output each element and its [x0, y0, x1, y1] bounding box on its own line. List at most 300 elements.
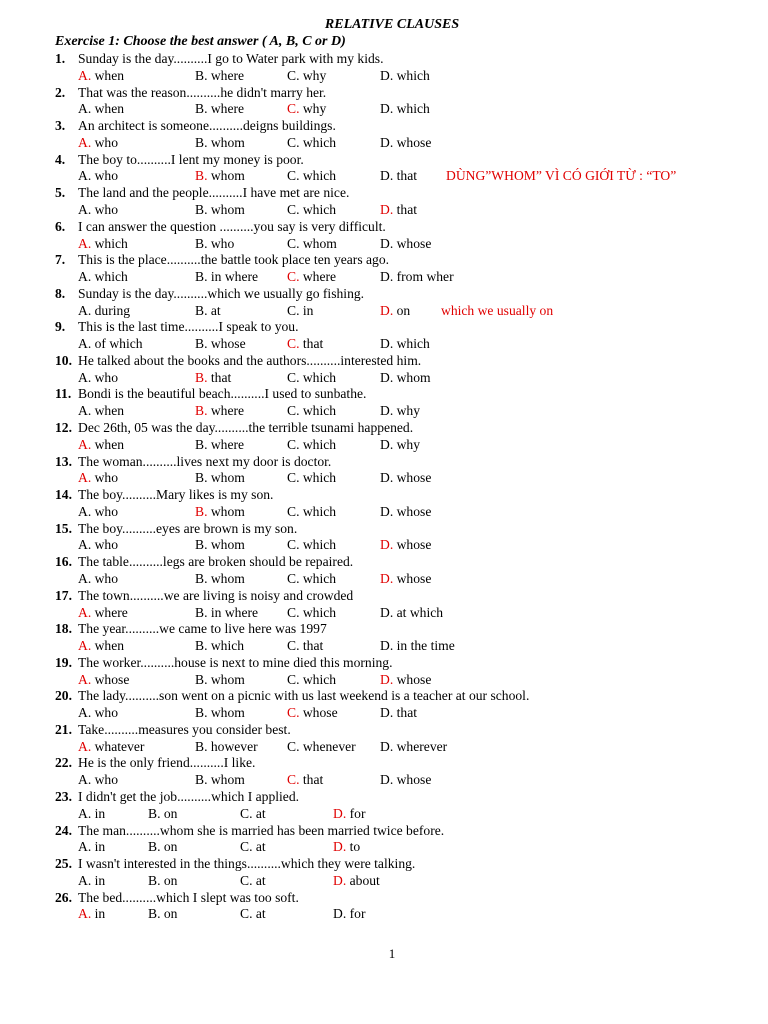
- answer-option-b[interactable]: [195, 67, 244, 84]
- answer-option-d[interactable]: [380, 570, 431, 587]
- option-letter: D.: [380, 470, 394, 486]
- question-text: This is the place..........the battle took place ten years ago.: [78, 252, 390, 268]
- option-text: who: [91, 503, 119, 519]
- question-number: 26.: [55, 889, 72, 905]
- option-text: which: [207, 638, 245, 654]
- answer-option-d[interactable]: [380, 302, 410, 319]
- option-letter: A.: [78, 336, 92, 352]
- answer-option-d[interactable]: [380, 704, 417, 721]
- option-letter: D.: [380, 336, 394, 352]
- option-text: why: [299, 67, 327, 83]
- option-text: on: [160, 805, 178, 821]
- option-letter: B.: [195, 201, 208, 217]
- answer-option-a[interactable]: [78, 805, 105, 822]
- answer-option-a[interactable]: [78, 671, 129, 688]
- question-text: Sunday is the day..........which we usually go fishing.: [78, 285, 365, 301]
- question-item: [0, 352, 768, 386]
- answer-option-b[interactable]: [148, 872, 177, 889]
- answer-option-b[interactable]: [195, 604, 258, 621]
- answer-option-c[interactable]: [287, 67, 326, 84]
- answer-option-a[interactable]: [78, 201, 118, 218]
- question-item: [0, 587, 768, 621]
- option-letter: B.: [195, 134, 208, 150]
- answer-option-b[interactable]: [195, 503, 245, 520]
- answer-option-a[interactable]: [78, 335, 143, 352]
- option-text: where: [207, 67, 245, 83]
- teacher-note: DÙNG”WHOM” VÌ CÓ GIỚI TỪ : “TO”: [446, 168, 677, 184]
- answer-option-a[interactable]: [78, 167, 118, 184]
- option-text: which: [299, 134, 337, 150]
- answer-option-d[interactable]: [380, 436, 420, 453]
- answer-option-c[interactable]: [287, 335, 323, 352]
- answer-option-d[interactable]: [380, 369, 431, 386]
- option-letter: A.: [78, 436, 92, 452]
- option-text: which: [299, 571, 337, 586]
- question-number: 10.: [55, 352, 72, 368]
- option-letter: B.: [195, 336, 208, 352]
- question-text: Sunday is the day..........I go to Water park with my kids.: [78, 51, 384, 66]
- question-text: This is the last time..........I speak to you.: [78, 319, 299, 335]
- option-letter: C.: [287, 604, 300, 620]
- answer-option-a[interactable]: [78, 436, 124, 453]
- question-item: [0, 889, 768, 923]
- question-text: He talked about the books and the authors..........interested him.: [78, 352, 422, 368]
- answer-option-b[interactable]: [148, 905, 177, 922]
- question-item: [0, 84, 768, 118]
- option-text: that: [299, 336, 324, 352]
- option-letter: D.: [380, 503, 394, 519]
- answer-option-a[interactable]: [78, 235, 128, 252]
- answer-option-b[interactable]: [195, 436, 244, 453]
- option-letter: C.: [287, 134, 300, 150]
- question-number: 12.: [55, 420, 72, 436]
- question-item: [0, 218, 768, 252]
- option-letter: C.: [287, 705, 300, 721]
- answer-option-d[interactable]: [380, 503, 431, 520]
- answer-option-b[interactable]: [195, 704, 245, 721]
- answer-option-a[interactable]: [78, 536, 118, 553]
- option-text: at: [252, 839, 266, 855]
- option-text: at: [252, 805, 266, 821]
- answer-option-c[interactable]: [287, 201, 336, 218]
- option-text: whose: [393, 235, 432, 251]
- answer-option-a[interactable]: [78, 134, 118, 151]
- answer-option-c[interactable]: [287, 436, 336, 453]
- option-text: which: [299, 503, 337, 519]
- option-text: on: [160, 906, 178, 922]
- answer-option-d[interactable]: [380, 235, 431, 252]
- answer-option-b[interactable]: [195, 536, 245, 553]
- answer-option-c[interactable]: [287, 570, 336, 587]
- answer-option-b[interactable]: [195, 369, 231, 386]
- option-letter: C.: [287, 101, 300, 117]
- option-text: in where: [207, 604, 259, 620]
- option-letter: A.: [78, 67, 92, 83]
- option-text: that: [299, 772, 324, 788]
- option-text: that: [393, 168, 418, 184]
- answer-option-b[interactable]: [195, 335, 246, 352]
- answer-option-b[interactable]: [195, 771, 245, 788]
- answer-option-d[interactable]: [380, 671, 431, 688]
- question-item: [0, 385, 768, 419]
- answer-option-c[interactable]: [287, 100, 326, 117]
- question-list: [0, 50, 768, 922]
- option-text: that: [393, 201, 418, 217]
- question-item: [0, 318, 768, 352]
- answer-option-d[interactable]: [380, 100, 430, 117]
- option-letter: B.: [195, 772, 208, 788]
- question-number: 4.: [55, 151, 66, 167]
- option-text: whom: [207, 671, 245, 687]
- question-text: Bondi is the beautiful beach..........I used to sunbathe.: [78, 386, 367, 402]
- option-text: where: [91, 604, 128, 620]
- option-text: where: [299, 269, 337, 285]
- option-letter: B.: [148, 872, 161, 888]
- question-text: The man..........whom she is married has been married twice before.: [78, 822, 445, 838]
- option-letter: A.: [78, 772, 92, 788]
- option-letter: D.: [333, 805, 347, 821]
- answer-option-b[interactable]: [148, 838, 177, 855]
- option-text: for: [346, 805, 366, 821]
- exercise-title: Exercise 1: Choose the best answer ( A, B, C or D): [55, 34, 346, 49]
- question-item: [0, 754, 768, 788]
- answer-option-a[interactable]: [78, 738, 144, 755]
- answer-option-d[interactable]: [380, 771, 431, 788]
- option-text: when: [91, 638, 125, 654]
- question-number: 22.: [55, 755, 72, 771]
- answer-option-b[interactable]: [195, 201, 245, 218]
- option-letter: C.: [287, 503, 300, 519]
- answer-option-c[interactable]: [287, 134, 336, 151]
- option-text: which: [299, 369, 337, 385]
- answer-option-a[interactable]: [78, 100, 124, 117]
- option-text: when: [91, 101, 125, 117]
- option-text: which: [299, 470, 337, 486]
- option-letter: A.: [78, 705, 92, 721]
- answer-option-a[interactable]: [78, 637, 124, 654]
- option-letter: D.: [380, 671, 394, 687]
- answer-option-c[interactable]: [287, 604, 336, 621]
- option-letter: A.: [78, 738, 92, 754]
- answer-option-a[interactable]: [78, 369, 118, 386]
- option-text: whom: [299, 235, 337, 251]
- answer-option-d[interactable]: [380, 67, 430, 84]
- option-letter: B.: [148, 805, 161, 821]
- answer-option-b[interactable]: [195, 570, 245, 587]
- question-item: [0, 520, 768, 554]
- question-text: An architect is someone..........deigns buildings.: [78, 118, 336, 134]
- option-text: when: [91, 403, 125, 419]
- answer-option-d[interactable]: [380, 738, 447, 755]
- option-text: who: [207, 235, 235, 251]
- option-text: who: [91, 772, 119, 788]
- option-letter: D.: [380, 638, 394, 654]
- option-text: why: [299, 101, 327, 117]
- answer-option-c[interactable]: [240, 838, 266, 855]
- option-letter: A.: [78, 269, 92, 285]
- option-letter: D.: [380, 772, 394, 788]
- option-text: at: [207, 302, 221, 318]
- question-item: [0, 822, 768, 856]
- question-number: 2.: [55, 84, 66, 100]
- option-letter: A.: [78, 403, 92, 419]
- option-letter: D.: [380, 302, 394, 318]
- question-item: [0, 184, 768, 218]
- option-text: where: [207, 436, 245, 452]
- option-text: in: [91, 906, 106, 922]
- question-number: 25.: [55, 856, 72, 872]
- option-letter: B.: [195, 269, 208, 285]
- answer-option-b[interactable]: [195, 469, 245, 486]
- answer-option-a[interactable]: [78, 905, 105, 922]
- answer-option-a[interactable]: [78, 570, 118, 587]
- answer-option-b[interactable]: [195, 637, 244, 654]
- question-item: [0, 151, 768, 185]
- option-text: whom: [207, 134, 245, 150]
- option-letter: B.: [195, 705, 208, 721]
- option-text: who: [91, 201, 119, 217]
- answer-option-b[interactable]: [195, 167, 245, 184]
- option-letter: C.: [287, 638, 300, 654]
- option-text: whose: [393, 134, 432, 150]
- option-letter: B.: [195, 537, 208, 553]
- answer-option-c[interactable]: [287, 402, 336, 419]
- answer-option-c[interactable]: [287, 637, 323, 654]
- option-letter: C.: [287, 537, 300, 553]
- question-text: The boy..........eyes are brown is my son.: [78, 520, 298, 536]
- answer-option-d[interactable]: [333, 872, 380, 889]
- answer-option-c[interactable]: [287, 671, 336, 688]
- answer-option-a[interactable]: [78, 469, 118, 486]
- option-text: which: [299, 201, 337, 217]
- option-letter: D.: [380, 604, 394, 620]
- option-letter: C.: [240, 906, 253, 922]
- answer-option-b[interactable]: [195, 134, 245, 151]
- option-letter: B.: [195, 67, 208, 83]
- answer-option-a[interactable]: [78, 503, 118, 520]
- option-letter: C.: [287, 235, 300, 251]
- question-item: [0, 251, 768, 285]
- answer-option-d[interactable]: [380, 335, 430, 352]
- option-letter: A.: [78, 201, 92, 217]
- option-letter: A.: [78, 369, 92, 385]
- answer-option-c[interactable]: [287, 235, 337, 252]
- option-letter: D.: [380, 67, 394, 83]
- answer-option-b[interactable]: [195, 302, 221, 319]
- option-text: whom: [207, 705, 245, 721]
- answer-option-a[interactable]: [78, 302, 130, 319]
- question-text: That was the reason..........he didn't marry her.: [78, 84, 327, 100]
- question-text: The worker..........house is next to mine died this morning.: [78, 654, 393, 670]
- option-letter: C.: [287, 201, 300, 217]
- option-text: at: [252, 906, 266, 922]
- answer-option-c[interactable]: [240, 805, 266, 822]
- page-number: 1: [388, 946, 396, 961]
- answer-option-b[interactable]: [195, 100, 244, 117]
- answer-option-b[interactable]: [195, 671, 245, 688]
- option-text: when: [91, 436, 125, 452]
- option-text: why: [393, 403, 421, 419]
- option-letter: C.: [287, 738, 300, 754]
- answer-option-b[interactable]: [195, 402, 244, 419]
- answer-option-a[interactable]: [78, 704, 118, 721]
- option-text: whom: [207, 537, 245, 553]
- option-letter: C.: [287, 470, 300, 486]
- question-text: I didn't get the job..........which I applied.: [78, 789, 300, 805]
- option-text: which: [393, 336, 430, 352]
- option-text: that: [299, 638, 324, 654]
- option-text: in the time: [393, 638, 455, 654]
- option-letter: C.: [287, 302, 300, 318]
- option-text: whose: [393, 470, 432, 486]
- option-text: who: [91, 470, 119, 486]
- answer-option-d[interactable]: [380, 134, 431, 151]
- answer-option-d[interactable]: [380, 604, 443, 621]
- question-text: He is the only friend..........I like.: [78, 755, 256, 771]
- option-letter: C.: [287, 436, 300, 452]
- answer-option-d[interactable]: [380, 402, 420, 419]
- option-letter: B.: [195, 638, 208, 654]
- answer-option-a[interactable]: [78, 67, 124, 84]
- answer-option-b[interactable]: [148, 805, 177, 822]
- option-text: on: [160, 839, 178, 855]
- question-text: The year..........we came to live here was 1997: [78, 621, 327, 637]
- answer-option-b[interactable]: [195, 268, 258, 285]
- option-letter: D.: [380, 436, 394, 452]
- answer-option-c[interactable]: [287, 167, 336, 184]
- answer-option-a[interactable]: [78, 402, 124, 419]
- option-letter: B.: [195, 403, 208, 419]
- option-letter: B.: [195, 571, 208, 586]
- option-text: who: [91, 705, 119, 721]
- option-text: in where: [207, 269, 259, 285]
- option-letter: A.: [78, 839, 92, 855]
- question-item: [0, 721, 768, 755]
- option-letter: C.: [287, 369, 300, 385]
- question-number: 18.: [55, 621, 72, 637]
- option-letter: C.: [240, 839, 253, 855]
- option-letter: A.: [78, 872, 92, 888]
- option-letter: A.: [78, 671, 92, 687]
- answer-option-c[interactable]: [287, 302, 313, 319]
- option-letter: A.: [78, 168, 92, 184]
- option-letter: D.: [380, 738, 394, 754]
- answer-option-a[interactable]: [78, 268, 128, 285]
- option-letter: B.: [195, 738, 208, 754]
- answer-option-a[interactable]: [78, 838, 105, 855]
- question-text: The land and the people..........I have met are nice.: [78, 185, 350, 201]
- option-letter: B.: [148, 906, 161, 922]
- option-text: which: [299, 604, 337, 620]
- answer-option-c[interactable]: [287, 738, 356, 755]
- answer-option-d[interactable]: [333, 905, 365, 922]
- question-item: [0, 687, 768, 721]
- option-letter: C.: [287, 571, 300, 586]
- question-text: The bed..........which I slept was too soft.: [78, 889, 299, 905]
- answer-option-d[interactable]: [380, 201, 417, 218]
- option-text: at which: [393, 604, 444, 620]
- option-letter: C.: [287, 67, 300, 83]
- answer-option-d[interactable]: [380, 469, 431, 486]
- question-item: [0, 855, 768, 889]
- option-letter: D.: [380, 369, 394, 385]
- answer-option-d[interactable]: [333, 838, 360, 855]
- answer-option-d[interactable]: [380, 167, 417, 184]
- option-letter: B.: [195, 671, 208, 687]
- question-text: The table..........legs are broken should be repaired.: [78, 554, 354, 570]
- option-text: in: [299, 302, 314, 318]
- option-text: whenever: [299, 738, 356, 754]
- option-letter: D.: [333, 906, 347, 922]
- option-text: which: [299, 671, 337, 687]
- answer-option-c[interactable]: [287, 268, 336, 285]
- option-letter: B.: [195, 604, 208, 620]
- answer-option-a[interactable]: [78, 604, 128, 621]
- option-text: however: [207, 738, 258, 754]
- answer-option-b[interactable]: [195, 235, 234, 252]
- answer-option-c[interactable]: [287, 536, 336, 553]
- option-letter: B.: [195, 101, 208, 117]
- question-number: 15.: [55, 520, 72, 536]
- option-text: whom: [207, 168, 245, 184]
- question-number: 23.: [55, 789, 72, 805]
- answer-option-d[interactable]: [380, 268, 454, 285]
- answer-option-c[interactable]: [287, 503, 336, 520]
- question-item: [0, 654, 768, 688]
- question-text: Take..........measures you consider best.: [78, 721, 291, 737]
- option-text: whatever: [91, 738, 145, 754]
- answer-option-c[interactable]: [287, 771, 323, 788]
- answer-option-a[interactable]: [78, 872, 105, 889]
- question-text: The woman..........lives next my door is doctor.: [78, 453, 332, 469]
- option-text: which: [299, 168, 337, 184]
- option-text: during: [91, 302, 131, 318]
- question-number: 5.: [55, 185, 66, 201]
- answer-option-c[interactable]: [240, 905, 266, 922]
- option-letter: C.: [287, 403, 300, 419]
- option-letter: C.: [240, 872, 253, 888]
- answer-option-d[interactable]: [380, 536, 431, 553]
- answer-option-d[interactable]: [333, 805, 365, 822]
- option-text: when: [91, 67, 125, 83]
- option-text: which: [299, 403, 337, 419]
- question-number: 1.: [55, 51, 66, 66]
- option-text: on: [393, 302, 411, 318]
- option-letter: A.: [78, 101, 92, 117]
- option-letter: D.: [380, 101, 394, 117]
- question-number: 9.: [55, 319, 66, 335]
- option-text: that: [393, 705, 418, 721]
- option-text: in: [91, 805, 106, 821]
- answer-option-c[interactable]: [287, 469, 336, 486]
- option-letter: A.: [78, 235, 92, 251]
- option-letter: D.: [380, 134, 394, 150]
- option-text: whom: [207, 503, 245, 519]
- question-item: [0, 620, 768, 654]
- option-text: whose: [91, 671, 130, 687]
- answer-option-b[interactable]: [195, 738, 258, 755]
- question-number: 8.: [55, 285, 66, 301]
- answer-option-c[interactable]: [240, 872, 266, 889]
- question-text: Dec 26th, 05 was the day..........the terrible tsunami happened.: [78, 420, 414, 436]
- answer-option-c[interactable]: [287, 704, 338, 721]
- option-text: whom: [393, 369, 431, 385]
- question-text: The boy to..........I lent my money is poor.: [78, 151, 304, 167]
- answer-option-a[interactable]: [78, 771, 118, 788]
- option-text: in: [91, 839, 106, 855]
- answer-option-d[interactable]: [380, 637, 455, 654]
- answer-option-c[interactable]: [287, 369, 336, 386]
